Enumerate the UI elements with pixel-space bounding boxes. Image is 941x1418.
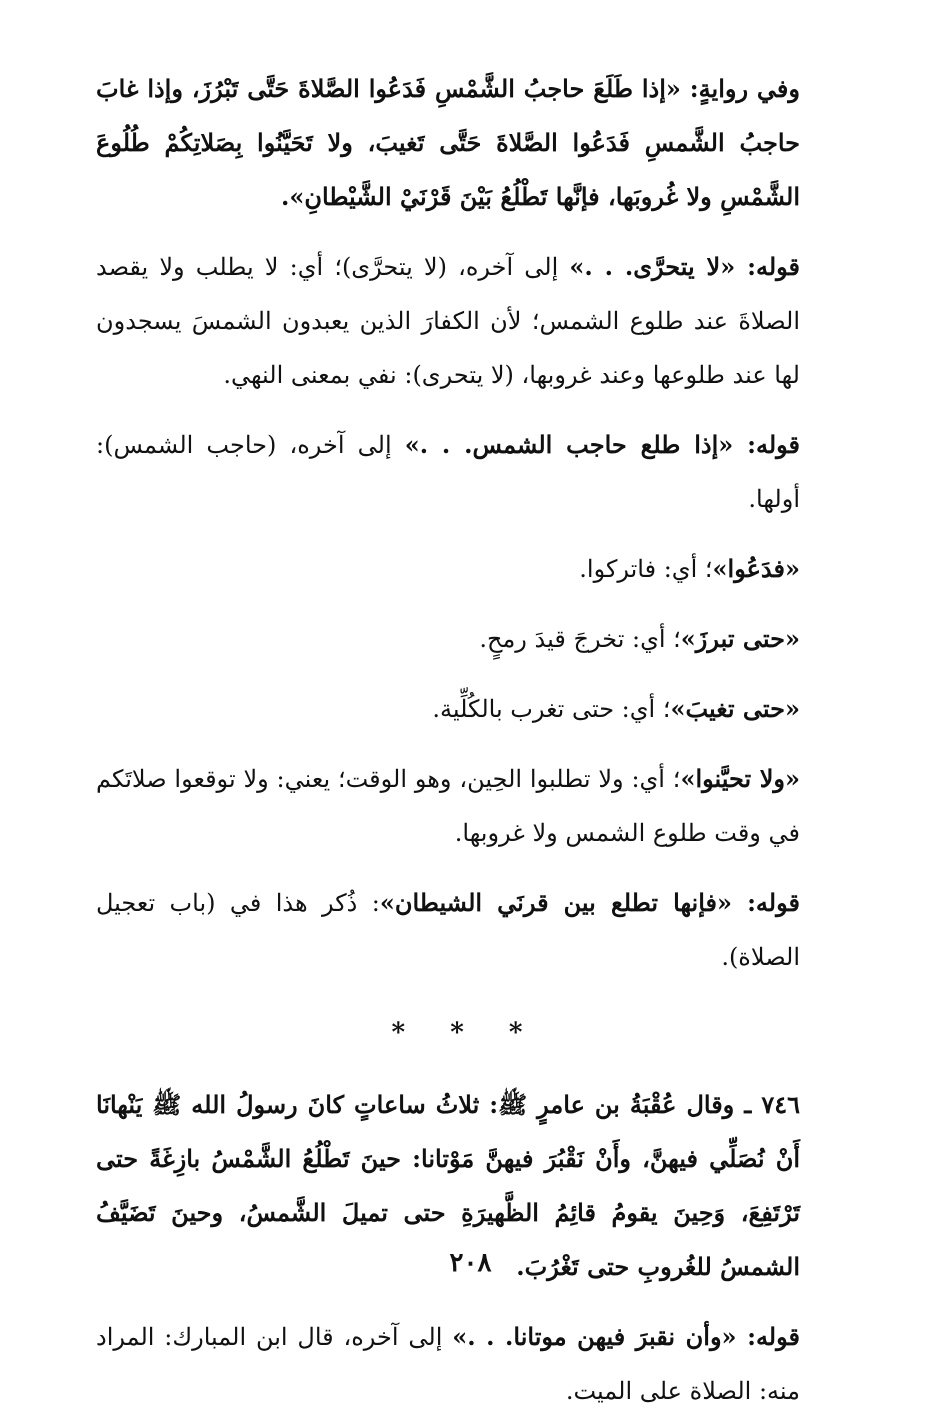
section-separator: * * * xyxy=(391,1018,541,1048)
page-body xyxy=(96,62,836,1418)
commentary-text: ؛ أي: ولا تطلبوا الحِين، وهو الوقت؛ يعني: ولا توقعوا صلاتَكم في وقت طلوع الشمس ولا غروبها. xyxy=(96,765,800,847)
commentary-lead: قوله: «إذا طلع حاجب الشمس. . .» xyxy=(404,430,800,459)
definition-term: «حتى تغيبَ» xyxy=(670,694,800,723)
paragraph-commentary-4 xyxy=(96,876,836,984)
commentary-text: : ذُكر هذا في (باب تعجيل الصلاة). xyxy=(96,889,800,971)
definition-item xyxy=(96,542,836,596)
page-number: ٢٠٨ xyxy=(449,1248,492,1278)
commentary-text: إلى آخره، (لا يتحرَّى)؛ أي: لا يطلب ولا يقصد الصلاةَ عند طلوع الشمس؛ لأن الكفارَ الذين يعبدون الشمسَ يسجدون لها عند طلوعها وعند غروبها، (لا يتحرى): نفي بمعنى النهي. xyxy=(96,253,800,389)
commentary-lead: «ولا تحيَّنوا» xyxy=(680,764,800,793)
commentary-text: إلى آخره، قال ابن المبارك: المراد منه: الصلاة على الميت. xyxy=(96,1323,800,1405)
definition-text: ؛ أي: تخرجَ قيدَ رمحٍ. xyxy=(479,625,681,653)
commentary-lead: قوله: «وأن نقبرَ فيهن موتانا. . .» xyxy=(452,1322,800,1351)
definition-item xyxy=(96,612,836,666)
hadith-text: ٧٤٦ ـ وقال عُقْبَةُ بن عامرٍ ﷺ: ثلاثُ ساعاتٍ كانَ رسولُ الله ﷺ يَنْهانَا أَنْ نُصَلِّي فيهنَّ، وأَنْ نَقْبُرَ فيهنَّ مَوْتانا: حينَ تَطْلُعُ الشَّمْسُ بازِغَةً حتى تَرْتَفِعَ، وَحِينَ يقومُ قائِمُ الظَّهيرَةِ حتى تميلَ الشَّمسُ، وحينَ تَضَيَّفُ الشمسُ للغُروبِ حتى تَغْرُبَ. xyxy=(96,1090,801,1281)
paragraph-commentary-2 xyxy=(96,418,836,526)
paragraph-commentary-3 xyxy=(96,752,836,860)
definition-text: ؛ أي: حتى تغرب بالكُلِّية. xyxy=(432,695,671,723)
hadith-quote: «إذا طَلَعَ حاجبُ الشَّمْسِ فَدَعُوا الصَّلاةَ حَتَّى تَبْرُزَ، وإذا غابَ حاجبُ الشَّمسِ فَدَعُوا الصَّلاةَ حَتَّى تَغيبَ، ولا تَحَيَّنُوا بِصَلاتِكُمْ طُلُوعَ الشَّمْسِ ولا غُروبَها، فإنَّها تَطْلُعُ بَيْنَ قَرْنَيْ الشَّيْطانِ». xyxy=(96,74,800,211)
commentary-text: إلى آخره، (حاجب الشمس): أولها. xyxy=(96,431,800,513)
commentary-lead: قوله: «فإنها تطلع بين قرنَي الشيطان» xyxy=(379,888,800,917)
commentary-lead: قوله: «لا يتحرَّى. . .» xyxy=(569,252,800,281)
paragraph-lead: وفي روايةٍ: xyxy=(689,74,800,103)
definition-term: «فدَعُوا» xyxy=(712,554,800,583)
definition-text: ؛ أي: فاتركوا. xyxy=(579,555,713,583)
paragraph-commentary-1 xyxy=(96,240,836,402)
paragraph-narration xyxy=(96,62,836,224)
definition-item xyxy=(96,682,836,736)
definition-term: «حتى تبرزَ» xyxy=(680,624,800,653)
paragraph-commentary-5 xyxy=(96,1310,836,1418)
